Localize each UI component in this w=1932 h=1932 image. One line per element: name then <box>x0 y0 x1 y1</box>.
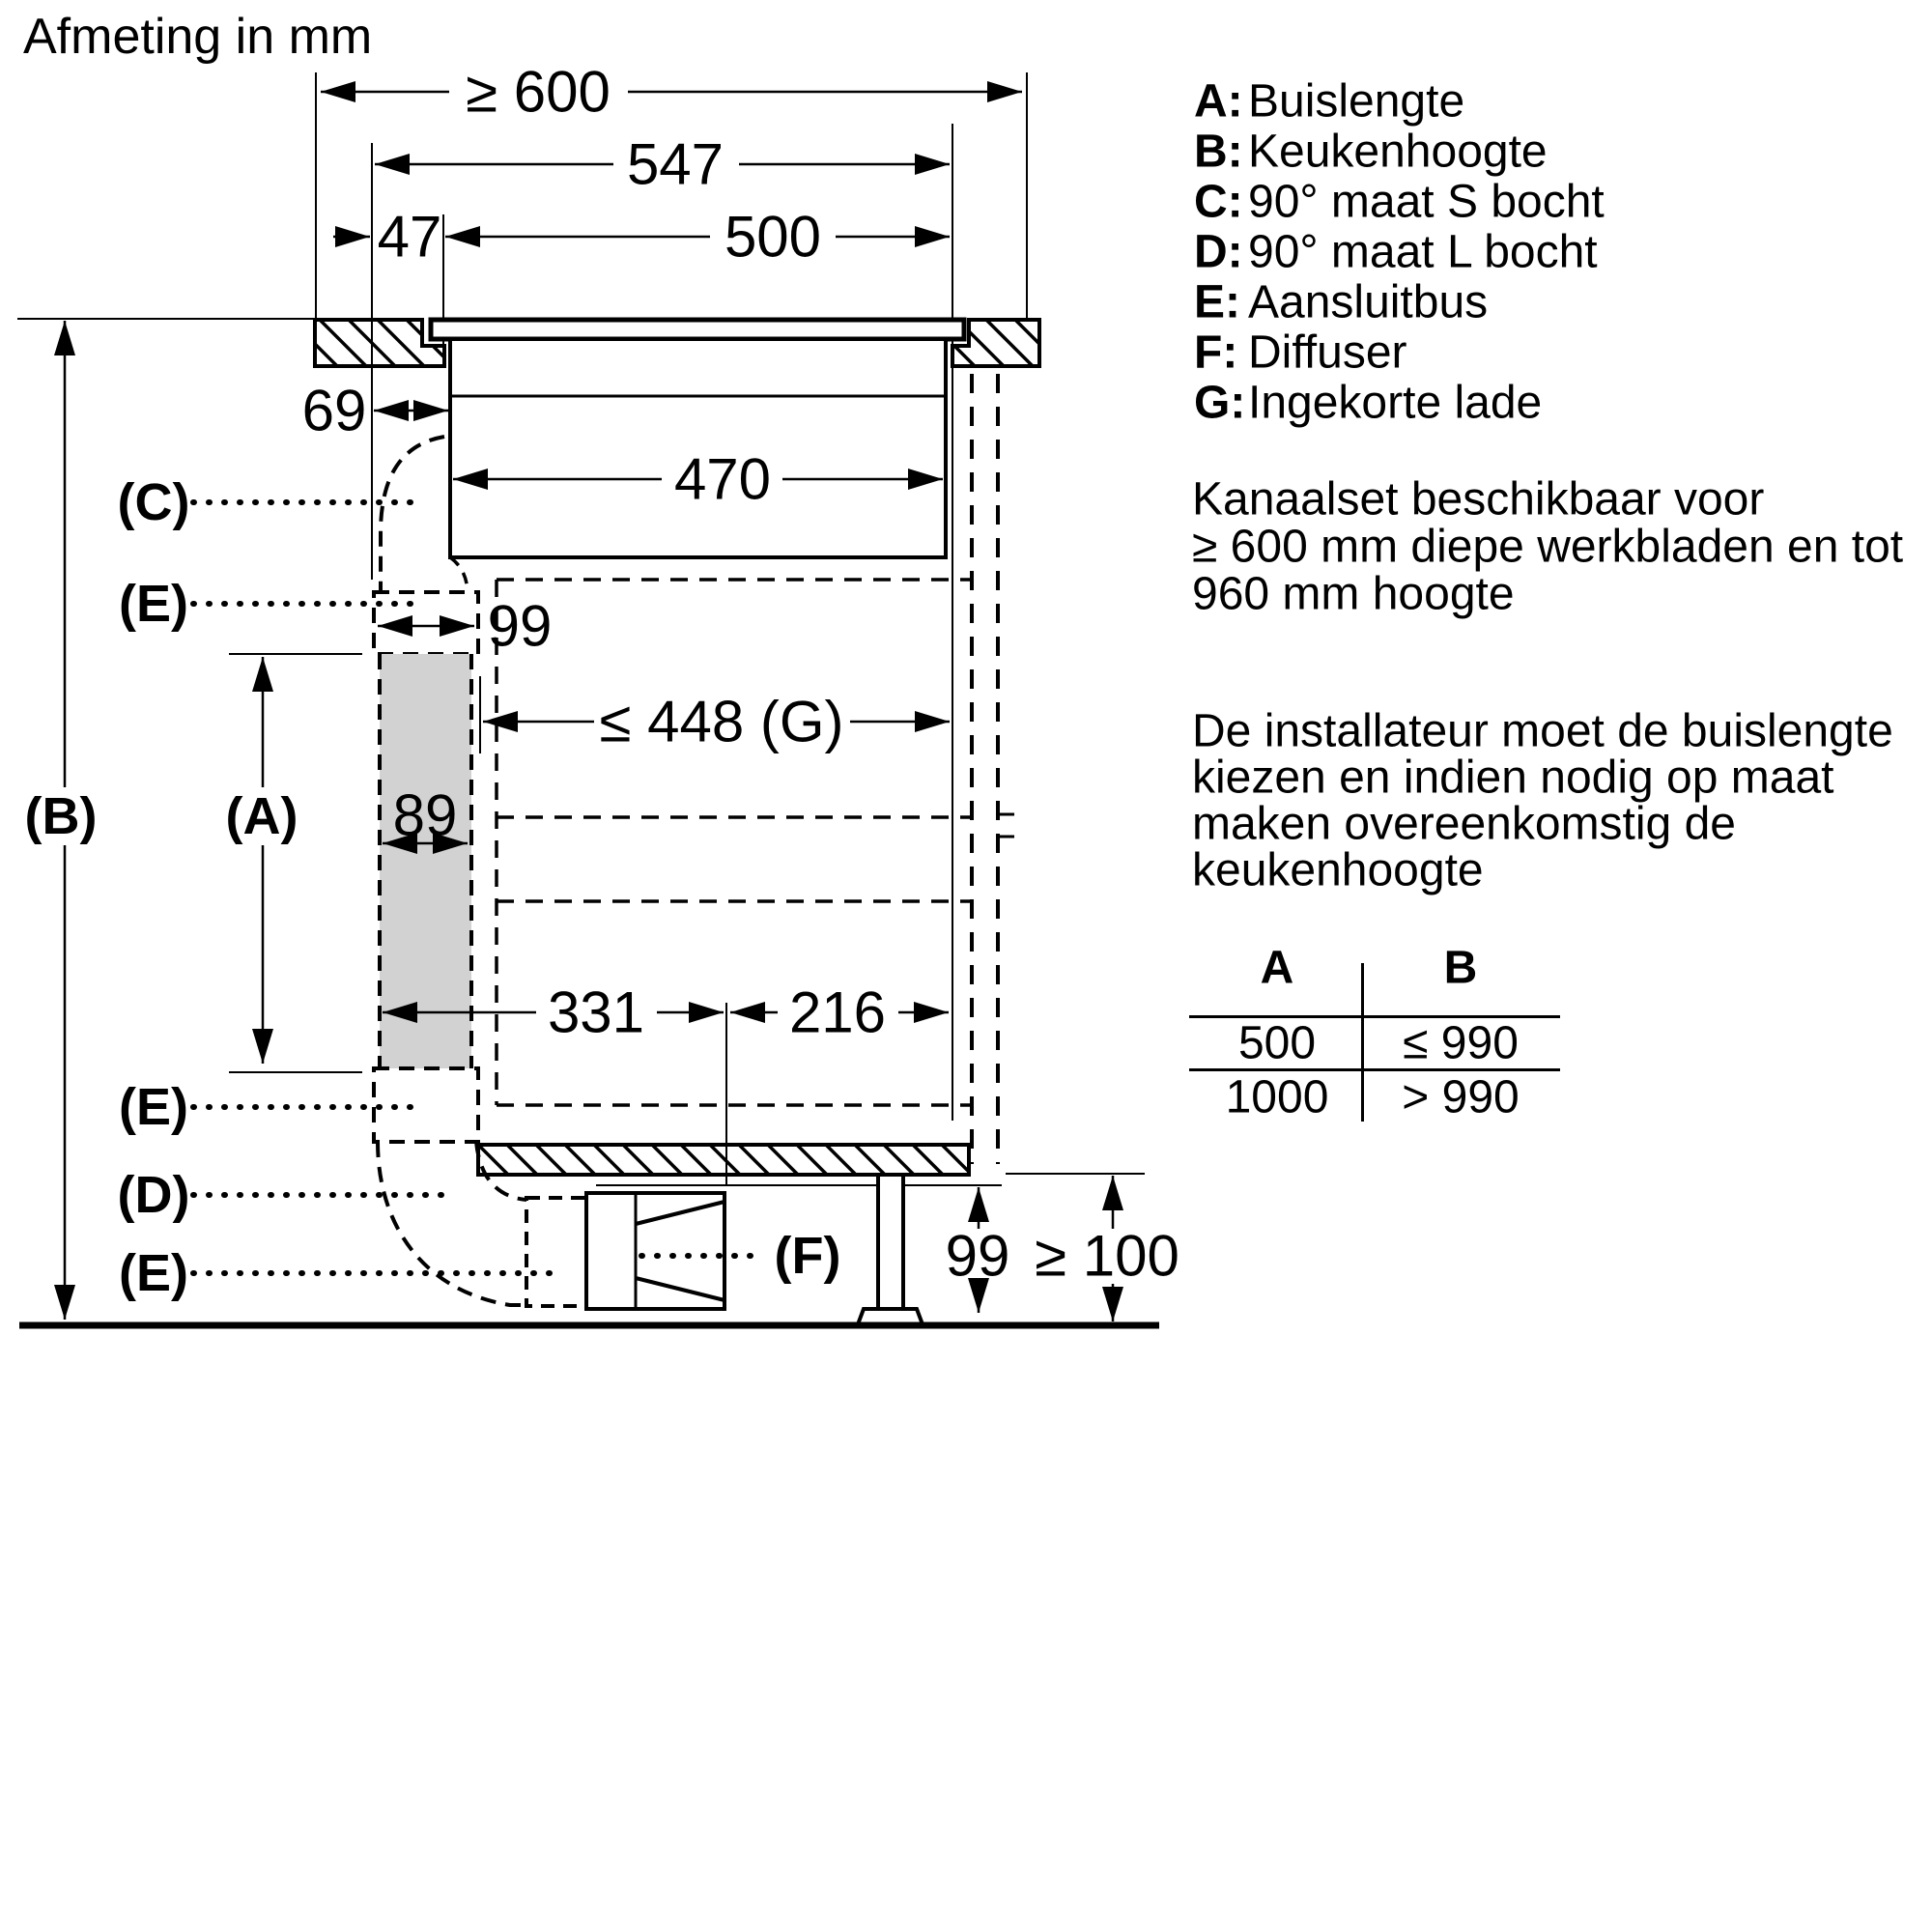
dim-cutout-width: 500 <box>724 204 822 270</box>
legend-label-f: Diffuser <box>1248 327 1407 379</box>
cabinet-bottom-panel <box>478 1145 969 1175</box>
ref-label-e1: (E) <box>119 575 188 633</box>
countertop-left <box>315 320 444 366</box>
s-bend-inner <box>450 557 468 591</box>
legend-key-c: C: <box>1194 176 1243 228</box>
table-cell-b2: > 990 <box>1402 1071 1520 1123</box>
arrowheads <box>54 81 1123 1321</box>
dim-unit-width: 470 <box>673 446 772 512</box>
legend-key-f: F: <box>1194 327 1238 379</box>
page-title: Afmeting in mm <box>23 9 373 65</box>
diffuser <box>586 1193 724 1309</box>
table-col-b: B <box>1443 942 1478 994</box>
table-cell-a2: 1000 <box>1225 1071 1329 1123</box>
ref-label-d: (D) <box>117 1166 190 1224</box>
table-cell-a1: 500 <box>1237 1017 1317 1069</box>
dim-duct-to-leg: 331 <box>547 980 645 1045</box>
table-cell-b1: ≤ 990 <box>1403 1017 1519 1069</box>
note1-line2: ≥ 600 mm diepe werkbladen en tot <box>1192 521 1904 573</box>
legend-item-c <box>1194 176 1605 229</box>
note1-line1: Kanaalset beschikbaar voor <box>1192 473 1765 526</box>
legend-item-f <box>1194 327 1407 380</box>
ref-label-e2: (E) <box>119 1078 188 1136</box>
legend-label-b: Keukenhoogte <box>1248 126 1548 178</box>
dimension-lines <box>65 92 1113 1321</box>
dim-cutout: 547 <box>626 131 724 197</box>
hob-glass-top <box>431 320 964 339</box>
dim-duct-width: 89 <box>392 782 458 848</box>
cabinet-leg <box>878 1175 903 1309</box>
note2-line1: De installateur moet de buislengte <box>1192 705 1893 757</box>
legend-item-d <box>1194 226 1598 279</box>
rear-duct-joint <box>998 814 1014 837</box>
legend-label-e: Aansluitbus <box>1248 276 1489 328</box>
ref-label-f: (F) <box>774 1227 841 1285</box>
legend-item-a <box>1194 75 1464 128</box>
note1-line3: 960 mm hoogte <box>1192 568 1515 620</box>
legend-label-g: Ingekorte lade <box>1248 377 1543 429</box>
flat-duct-gray <box>380 654 471 1068</box>
connector-bottom <box>374 1068 478 1142</box>
connector-outlet <box>526 1198 586 1306</box>
dim-floor-clearance: ≥ 100 <box>1035 1223 1179 1289</box>
note2-line4: keukenhoogte <box>1192 844 1484 896</box>
legend-label-a: Buislengte <box>1248 75 1465 128</box>
legend-key-g: G: <box>1194 377 1246 429</box>
legend-key-a: A: <box>1194 75 1243 128</box>
legend-label-c: 90° maat S bocht <box>1248 176 1605 228</box>
ref-label-b: (B) <box>24 787 98 845</box>
dim-edge-gap: 47 <box>377 204 442 270</box>
table-col-a: A <box>1260 942 1294 994</box>
legend-item-g <box>1194 377 1542 430</box>
note2-line3: maken overeenkomstig de <box>1192 798 1736 850</box>
ref-label-a: (A) <box>225 787 298 845</box>
dim-leg-to-back: 216 <box>788 980 887 1045</box>
legend-label-d: 90° maat L bocht <box>1248 226 1598 278</box>
rear-duct-dashed <box>972 374 998 1164</box>
note2-line2: kiezen en indien nodig op maat <box>1192 752 1834 804</box>
ref-label-c: (C) <box>117 473 190 531</box>
dim-diffuser-height: 99 <box>945 1223 1010 1289</box>
legend-key-e: E: <box>1194 276 1240 328</box>
s-bend-outer <box>381 437 444 591</box>
dim-connector-width: 99 <box>487 593 553 659</box>
legend-item-b <box>1194 126 1548 179</box>
legend-item-e <box>1194 276 1488 329</box>
dim-hob-offset: 69 <box>301 378 367 443</box>
table-vertical-line <box>1361 963 1364 1122</box>
legend-key-b: B: <box>1194 126 1243 178</box>
legend-key-d: D: <box>1194 226 1243 278</box>
dim-drawer-depth: ≤ 448 (G) <box>599 689 844 754</box>
ref-label-e3: (E) <box>119 1244 188 1302</box>
dim-depth: ≥ 600 <box>466 59 611 125</box>
